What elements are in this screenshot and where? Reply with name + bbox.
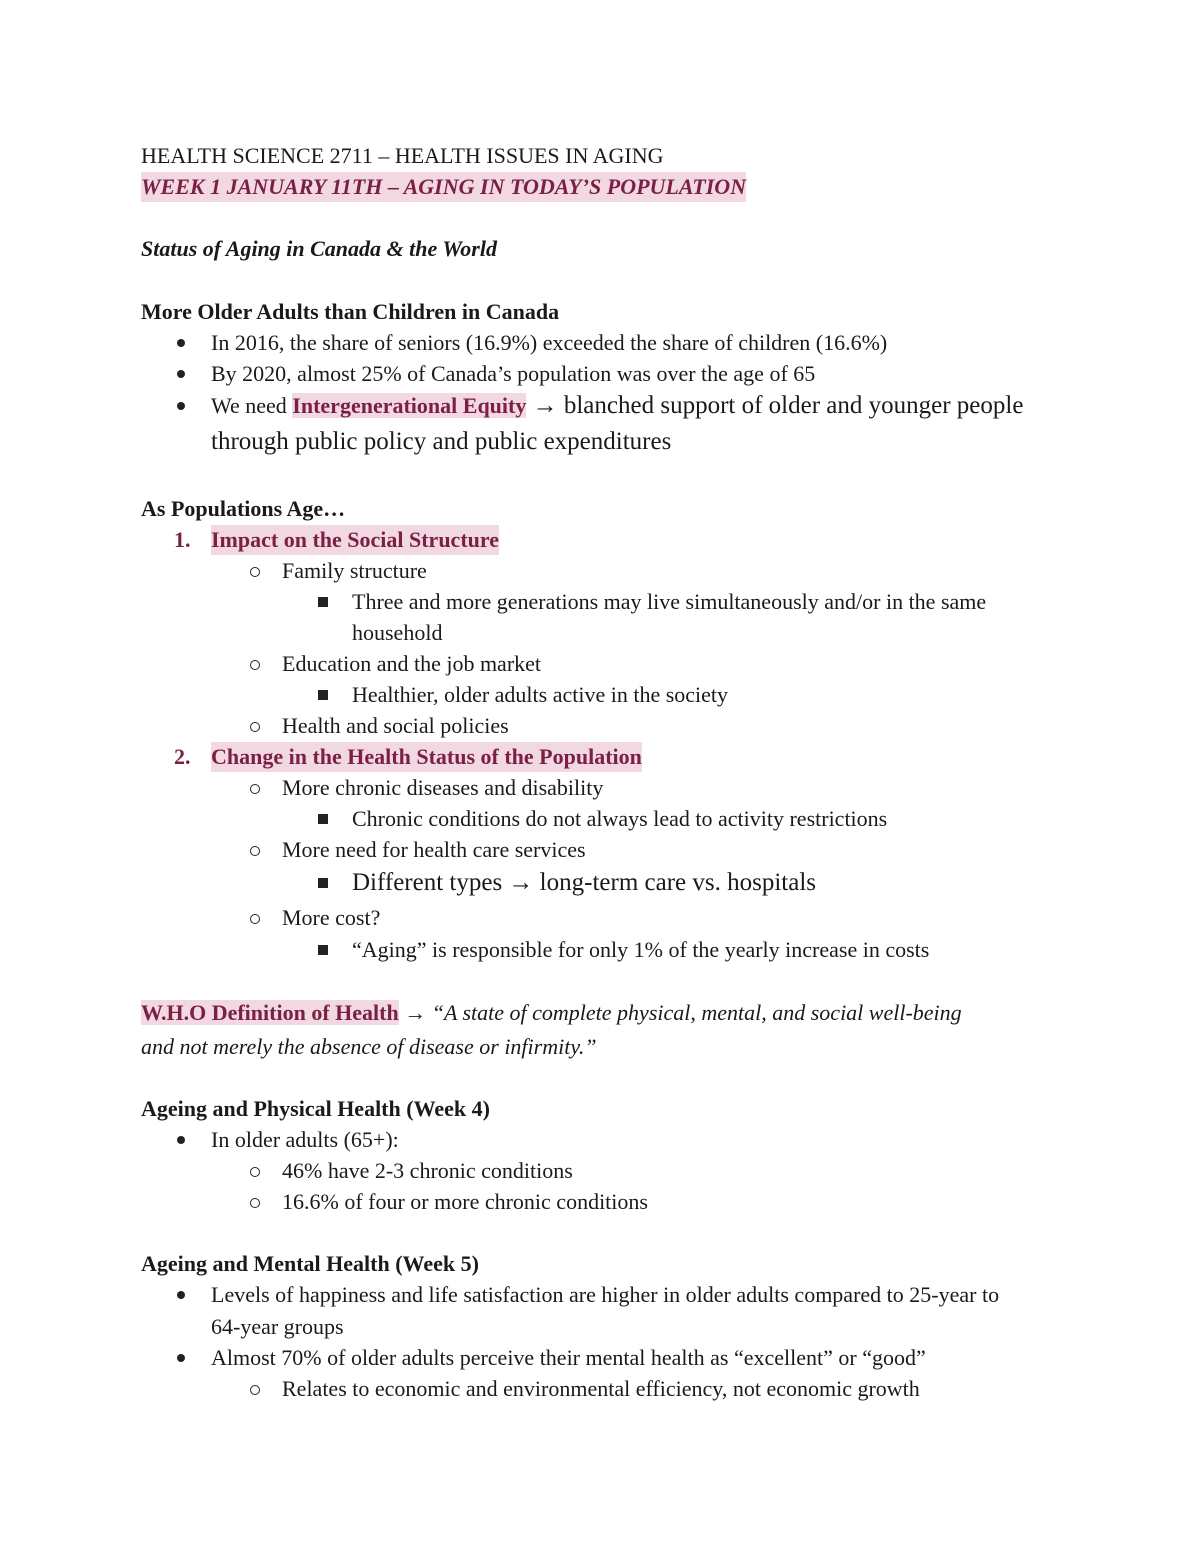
list-item-text: Levels of happiness and life satisfaction are higher in older adults compared to 25-year to	[211, 1282, 1000, 1307]
square-bullet-icon	[318, 878, 328, 888]
list-item-suffix: → blanched support of older and younger people	[526, 392, 1024, 419]
circle-bullet-icon	[250, 784, 260, 794]
square-bullet-icon	[318, 597, 328, 607]
list-item-text: through public policy and public expenditures	[211, 428, 672, 455]
list-item-prefix: We need	[211, 393, 293, 418]
who-quote: “A state of complete physical, mental, and social well-being	[431, 1000, 962, 1025]
document-subtitle: WEEK 1 JANUARY 11TH – AGING IN TODAY’S POPULATION	[141, 172, 746, 202]
section-heading-physical-health: Ageing and Physical Health (Week 4)	[141, 1096, 490, 1121]
section-heading-older-adults: More Older Adults than Children in Canada	[141, 299, 560, 324]
list-item-text: household	[352, 620, 443, 645]
circle-bullet-icon	[250, 660, 260, 670]
arrow-text: →	[398, 1000, 432, 1025]
list-item-text: 46% have 2-3 chronic conditions	[282, 1158, 573, 1183]
bullet-icon	[177, 1136, 185, 1144]
circle-bullet-icon	[250, 914, 260, 924]
circle-bullet-icon	[250, 722, 260, 732]
list-item-text: Chronic conditions do not always lead to activity restrictions	[352, 806, 888, 831]
list-item-text: More need for health care services	[282, 837, 586, 862]
list-item-text: Health and social policies	[282, 713, 509, 738]
list-item-text: Family structure	[282, 558, 427, 583]
document-title: HEALTH SCIENCE 2711 – HEALTH ISSUES IN AGING	[141, 143, 664, 168]
bullet-icon	[177, 339, 185, 347]
list-item-text: Healthier, older adults active in the society	[352, 682, 729, 707]
list-item-text: In older adults (65+):	[211, 1127, 399, 1152]
circle-bullet-icon	[250, 846, 260, 856]
list-item-text: By 2020, almost 25% of Canada’s population was over the age of 65	[211, 361, 816, 386]
who-definition	[141, 998, 962, 1028]
list-item-text: Three and more generations may live simultaneously and/or in the same	[352, 589, 987, 614]
numbered-item-text: Change in the Health Status of the Population	[211, 742, 642, 772]
list-item-text	[211, 391, 1023, 421]
circle-bullet-icon	[250, 1167, 260, 1177]
circle-bullet-icon	[250, 1385, 260, 1395]
list-item-text: 64-year groups	[211, 1314, 344, 1339]
bullet-icon	[177, 370, 185, 378]
status-heading: Status of Aging in Canada & the World	[141, 236, 497, 261]
bullet-icon	[177, 1354, 185, 1362]
square-bullet-icon	[318, 814, 328, 824]
numbered-item-text: Impact on the Social Structure	[211, 525, 499, 555]
bullet-icon	[177, 402, 185, 410]
square-bullet-icon	[318, 945, 328, 955]
bullet-icon	[177, 1291, 185, 1299]
list-item-text: More chronic diseases and disability	[282, 775, 604, 800]
circle-bullet-icon	[250, 567, 260, 577]
key-term-intergenerational-equity: Intergenerational Equity	[292, 393, 527, 418]
list-number: 2.	[174, 744, 191, 769]
section-heading-populations-age: As Populations Age…	[141, 496, 346, 521]
list-item-text: Different types → long-term care vs. hospitals	[352, 869, 817, 896]
list-item-text: “Aging” is responsible for only 1% of the yearly increase in costs	[352, 937, 930, 962]
list-item-text: 16.6% of four or more chronic conditions	[282, 1189, 648, 1214]
list-item-text: More cost?	[282, 905, 381, 930]
list-item-text: In 2016, the share of seniors (16.9%) exceeded the share of children (16.6%)	[211, 330, 888, 355]
list-item-text: Almost 70% of older adults perceive their mental health as “excellent” or “good”	[211, 1345, 926, 1370]
list-number: 1.	[174, 527, 191, 552]
section-heading-mental-health: Ageing and Mental Health (Week 5)	[141, 1251, 479, 1276]
who-quote-cont: and not merely the absence of disease or infirmity.”	[141, 1034, 597, 1059]
key-term-who-definition: W.H.O Definition of Health	[141, 1000, 399, 1025]
square-bullet-icon	[318, 690, 328, 700]
list-item-text: Relates to economic and environmental efficiency, not economic growth	[282, 1376, 920, 1401]
list-item-text: Education and the job market	[282, 651, 542, 676]
circle-bullet-icon	[250, 1198, 260, 1208]
